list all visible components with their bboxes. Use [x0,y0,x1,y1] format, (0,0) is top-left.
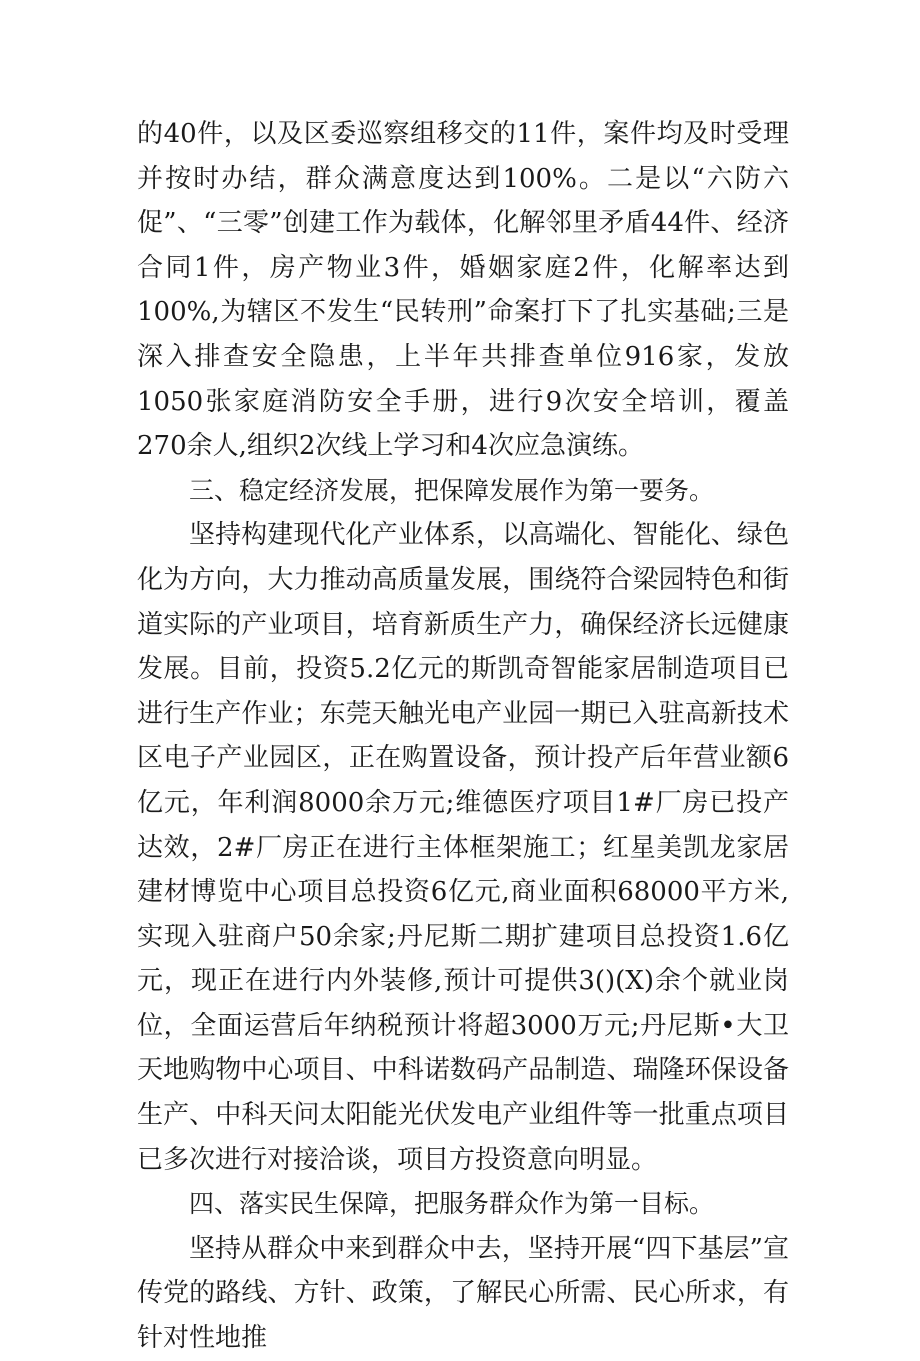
heading-economic-development: 三、稳定经济发展，把保障发展作为第一要务。 [189,475,715,505]
paragraph-industry-projects: 坚持构建现代化产业体系，以高端化、智能化、绿色化为方向，大力推动高质量发展，围绕符合梁园特色和街道实际的产业项目，培育新质生产力，确保经济长远健康发展。目前，投资5.2亿元的斯凯奇智能家居制造项目已进行生产作业；东莞天触光电产业园一期已入驻高新技术区电子产业园区，正在购置设备，预计投产后年营业额6亿元，年利润8000余万元;维德医疗项目1#厂房已投产达效，2#厂房正在进行主体框架施工；红星美凯龙家居建材博览中心项目总投资6亿元,商业面积68000平方米,实现入驻商户50余家;丹尼斯二期扩建项目总投资1.6亿元，现正在进行内外装修,预计可提供3()(X)余个就业岗位，全面运营后年纳税预计将超3000万元;丹尼斯•大卫天地购物中心项目、中科诺数码产品制造、瑞隆环保设备生产、中科天问太阳能光伏发电产业组件等一批重点项目已多次进行对接洽谈，项目方投资意向明显。 [137,520,789,1175]
paragraph-serve-masses: 坚持从群众中来到群众中去，坚持开展“四下基层”宣传党的路线、方针、政策，了解民心所需、民心所求，有针对性地推 [137,1233,789,1354]
heading-livelihood-security: 四、落实民生保障，把服务群众作为第一目标。 [189,1189,715,1219]
document-page [137,112,789,1361]
paragraph-case-handling: 的40件，以及区委巡察组移交的11件，案件均及时受理并按时办结，群众满意度达到100%。二是以“六防六促”、“三零”创建工作为载体，化解邻里矛盾44件、经济合同1件，房产物业3件，婚姻家庭2件，化解率达到100%,为辖区不发生“民转刑”命案打下了扎实基础;三是深入排查安全隐患，上半年共排查单位916家，发放1050张家庭消防安全手册，进行9次安全培训，覆盖270余人,组织2次线上学习和4次应急演练。 [137,119,789,462]
